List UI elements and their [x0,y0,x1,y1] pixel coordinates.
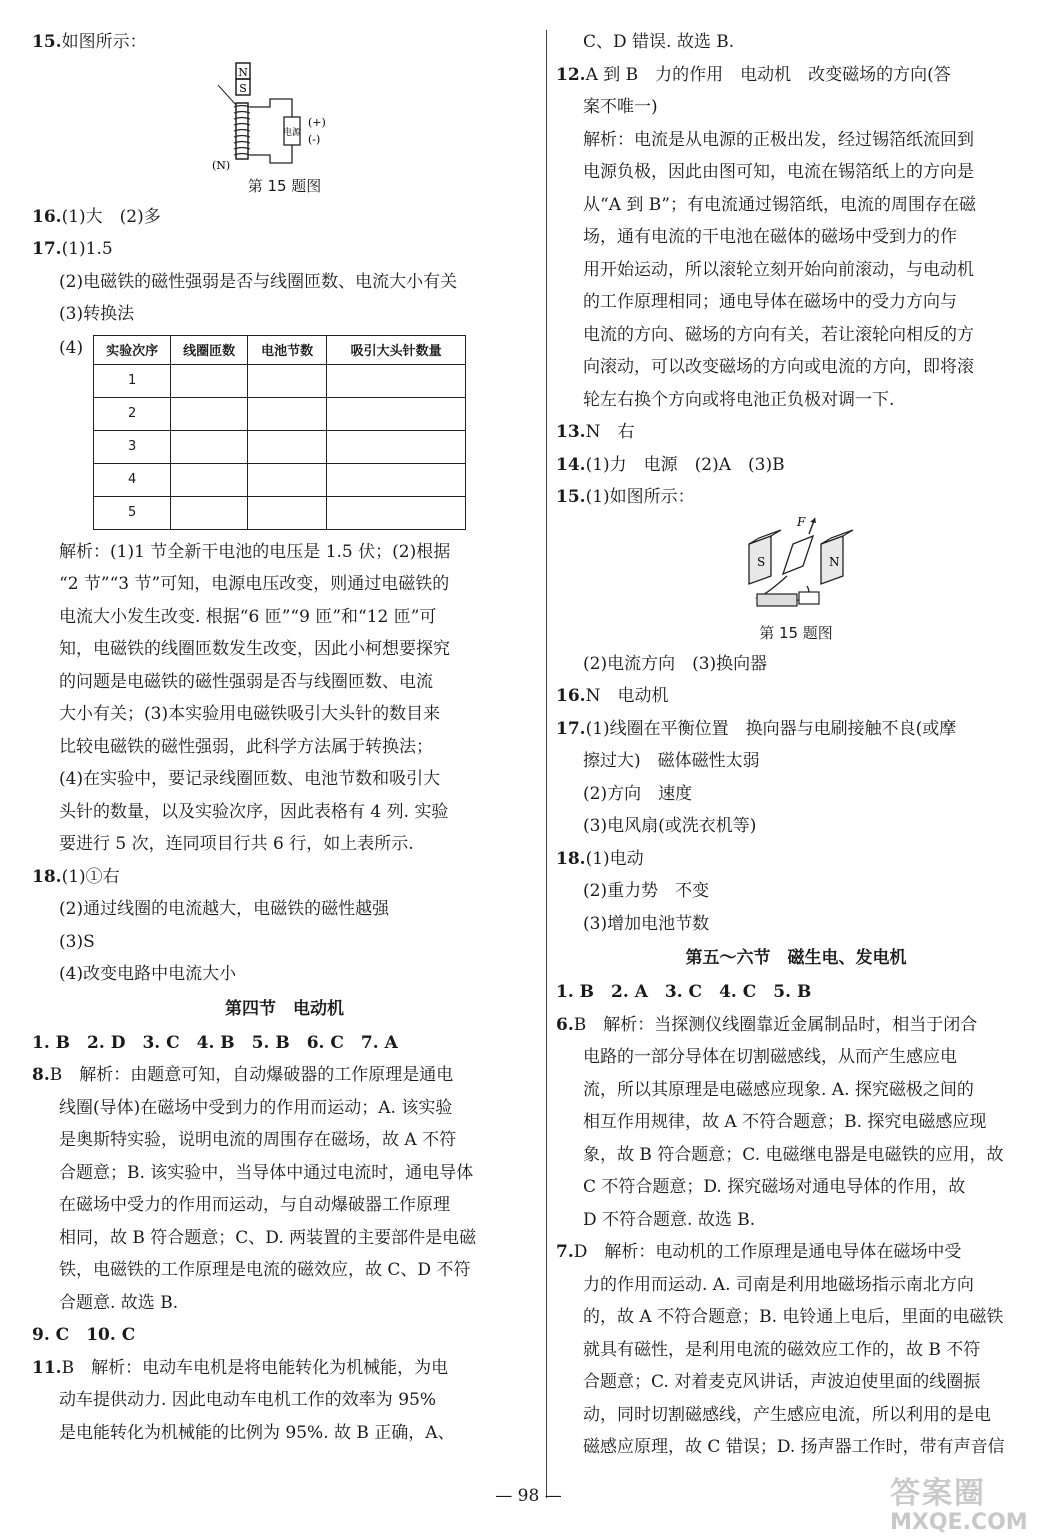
page-number: 98 [517,1486,540,1506]
q17-part: (2)方向 速度 [583,783,693,804]
pole-n-label: N [237,65,248,79]
q17-table-block [32,335,537,530]
table-header: 电池节数 [248,335,327,364]
q17-analysis-line: 比较电磁铁的磁性强弱，此科学方法属于转换法； [59,736,433,757]
q6-analysis-line: 相互作用规律，故 A 不符合题意；B. 探究电磁感应现 [583,1112,987,1132]
q17-part: 擦过大) 磁体磁性太弱 [583,751,760,771]
minus-label: (-) [307,132,320,146]
q7-analysis-line: 力的作用而运动. A. 司南是利用地磁场指示南北方向 [583,1274,974,1295]
q17-part2: (2)电磁铁的磁性强弱是否与线圈匝数、电流大小有关 [59,271,458,292]
table-cell: 4 [94,463,171,496]
pole-n-label: N [829,554,840,569]
q15-part2: (2)电流方向 (3)换向器 [583,653,768,674]
q17-analysis-line: 头针的数量，以及实验次序，因此表格有 4 列. 实验 [59,801,449,822]
section-4-title: 第四节 电动机 [225,998,344,1019]
experiment-table [93,335,466,530]
q17-line: 17.(1)1.5 [32,239,113,259]
q15-line: 15.(1)如图所示： [556,487,695,507]
q12-analysis-line: 案不唯一) [583,97,658,117]
table-header: 实验次序 [94,335,171,364]
q17-analysis-line: “2 节”“3 节”可知，电源电压改变，则通过电磁铁的 [59,574,450,594]
q7-analysis-line: 合题意；C. 对着麦克风讲话，声波迫使里面的线圈振 [583,1372,981,1392]
q16-line: 16.N 电动机 [556,686,669,706]
q16-line: 16.(1)大 (2)多 [32,206,161,227]
q8-analysis-line: 铁，电磁铁的工作原理是电流的磁效应，故 C、D 不符 [59,1260,471,1280]
q17-part: (3)电风扇(或洗衣机等) [583,816,757,836]
q18-part: (2)重力势 不变 [583,881,710,901]
watermark-logo [890,1468,1028,1534]
table-cell: 2 [94,397,171,430]
q18-line: 18.(1)①右 [32,866,120,887]
watermark-top: 答案圈 [890,1476,986,1511]
q12-analysis-line: 向滚动，可以改变磁场的方向或电流的方向，即将滚 [583,357,974,377]
q12-analysis-line: 电流的方向、磁场的方向有关，若让滚轮向相反的方 [583,324,974,345]
sec4-answers-line: 1. B 2. D 3. C 4. B 5. B 6. C 7. A [32,1032,398,1053]
needle-line [218,85,236,105]
q17-analysis-line: 要进行 5 次，连同项目行共 6 行，如上表所示. [59,834,414,854]
q8-analysis-line: 是奥斯特实验，说明电流的周围存在磁场，故 A 不符 [59,1130,457,1150]
watermark-bottom: MXQE.COM [890,1510,1028,1535]
q17-part4-label: (4) [59,337,84,358]
q17-analysis-line: 解析：(1)1 节全新干电池的电压是 1.5 伏；(2)根据 [59,541,451,562]
force-f-label: F [797,514,806,529]
q13-line: 13.N 右 [556,422,635,442]
table-cell: 1 [94,364,171,397]
q11-line: 11.B 解析：电动车电机是将电能转化为机械能，为电 [32,1357,449,1378]
sec56-answers-line: 1. B 2. A 3. C 4. C 5. B [556,982,812,1002]
q8-analysis-line: 线圈(导体)在磁场中受到力的作用而运动；A. 该实验 [59,1097,453,1118]
table-row [94,496,466,529]
q11-analysis-line: 动车提供动力. 因此电动车电机工作的效率为 95% [59,1390,436,1410]
continued-line: C、D 错误. 故选 B. [583,32,735,52]
q18-part: (2)通过线圈的电流越大，电磁铁的磁性越强 [59,899,390,919]
left-column [32,26,537,1449]
q15-line: 15.如图所示： [32,32,147,52]
q12-line: 12.A 到 B 力的作用 电动机 改变磁场的方向(答 [556,64,951,85]
table-row [94,364,466,397]
q7-analysis-line: 磁感应原理，故 C 错误；D. 扬声器工作时，带有声音信 [583,1437,1005,1457]
q17-analysis-line: 电流大小发生改变. 根据“6 匝”“9 匝”和“12 匝”可 [59,606,437,627]
figure-15-caption-left: 第 15 题图 [247,176,322,195]
section-5-6-title: 第五～六节 磁生电、发电机 [685,948,907,968]
q17-analysis-line: 的问题是电磁铁的磁性强弱是否与线圈匝数、电流 [59,671,433,692]
q6-analysis-line: D 不符合题意. 故选 B. [583,1209,756,1230]
right-column [556,26,1036,1464]
q14-line: 14.(1)力 电源 (2)A (3)B [556,454,785,475]
pole-s-label: S [238,81,247,95]
q12-analysis-line: 从“A 到 B”；有电流通过锡箔纸，电流的周围存在磁 [583,194,976,215]
q17-analysis-line: 知，电磁铁的线圈匝数发生改变，因此小柯想要探究 [59,639,450,659]
pole-s-label: S [757,554,766,569]
figure-15-motor [731,514,861,618]
q6-analysis-line: C 不符合题意；D. 探究磁场对通电导体的作用，故 [583,1177,966,1197]
q12-analysis-line: 用开始运动，所以滚轮立刻开始向前滚动，与电动机 [583,259,974,280]
battery [757,594,797,606]
q17-analysis-line: (4)在实验中，要记录线圈匝数、电池节数和吸引大 [59,769,441,789]
q9-10-line: 9. C 10. C [32,1325,136,1345]
power-source-label: 电源 [282,127,301,138]
q17-line: 17.(1)线圈在平衡位置 换向器与电刷接触不良(或摩 [556,718,957,739]
coil-loop [783,536,813,574]
figure-15-caption-right: 第 15 题图 [759,623,833,642]
wire-top [250,99,292,119]
table-cell: 3 [94,430,171,463]
table-header: 线圈匝数 [171,335,248,364]
q18-part: (3)S [59,931,95,952]
q6-analysis-line: 电路的一部分导体在切割磁感线，从而产生感应电 [583,1047,957,1067]
switch [799,592,819,604]
q7-analysis-line: 就具有磁性，是利用电流的磁效应工作的，故 B 不符 [583,1339,981,1360]
q12-analysis-line: 解析：电流是从电源的正极出发，经过锡箔纸流回到 [583,129,974,150]
q8-analysis-line: 在磁场中受力的作用而运动，与自动爆破器工作原理 [59,1195,450,1215]
q17-part3: (3)转换法 [59,304,135,324]
q12-analysis-line: 场，通有电流的干电池在磁体的磁场中受到力的作 [583,227,957,247]
q11-analysis-line: 是电能转化为机械能的比例为 95%. 故 B 正确，A、 [59,1422,455,1443]
q17-analysis-line: 大小有关；(3)本实验用电磁铁吸引大头针的数目来 [59,704,441,724]
figure-15-electromagnet [210,59,360,171]
q8-analysis-line: 合题意. 故选 B. [59,1292,179,1313]
q6-line: 6.B 解析：当探测仪线圈靠近金属制品时，相当于闭合 [556,1014,978,1035]
page-number-footer: — 98 — [495,1486,562,1506]
table-row [94,463,466,496]
q18-part: (4)改变电路中电流大小 [59,964,237,984]
table-header-row [94,335,466,364]
bottom-n-label: (N) [211,158,230,171]
q6-analysis-line: 流，所以其原理是电磁感应现象. A. 探究磁极之间的 [583,1079,974,1100]
q8-analysis-line: 合题意；B. 该实验中，当导体中通过电流时，通电导体 [59,1162,474,1183]
q8-line: 8.B 解析：由题意可知，自动爆破器的工作原理是通电 [32,1065,454,1085]
table-row [94,430,466,463]
q7-analysis-line: 动，同时切割磁感线，产生感应电流，所以利用的是电 [583,1404,991,1425]
q18-part: (3)增加电池节数 [583,913,710,934]
q7-line: 7.D 解析：电动机的工作原理是通电导体在磁场中受 [556,1242,962,1262]
q8-analysis-line: 相同，故 B 符合题意；C、D. 两装置的主要部件是电磁 [59,1227,477,1248]
q6-analysis-line: 象，故 B 符合题意；C. 电磁继电器是电磁铁的应用，故 [583,1144,1004,1165]
q7-analysis-line: 的，故 A 不符合题意；B. 电铃通上电后，里面的电磁铁 [583,1307,1004,1327]
plus-label: (+) [307,115,326,129]
q18-line: 18.(1)电动 [556,848,644,869]
table-row [94,397,466,430]
q12-analysis-line: 的工作原理相同；通电导体在磁场中的受力方向与 [583,292,957,312]
wire-bottom [250,143,292,163]
table-header: 吸引大头针数量 [327,335,466,364]
table-cell: 5 [94,496,171,529]
q12-analysis-line: 轮左右换个方向或将电池正负极对调一下. [583,389,895,410]
column-divider [546,30,547,1498]
q12-analysis-line: 电源负极，因此由图可知，电流在锡箔纸上的方向是 [583,162,974,182]
